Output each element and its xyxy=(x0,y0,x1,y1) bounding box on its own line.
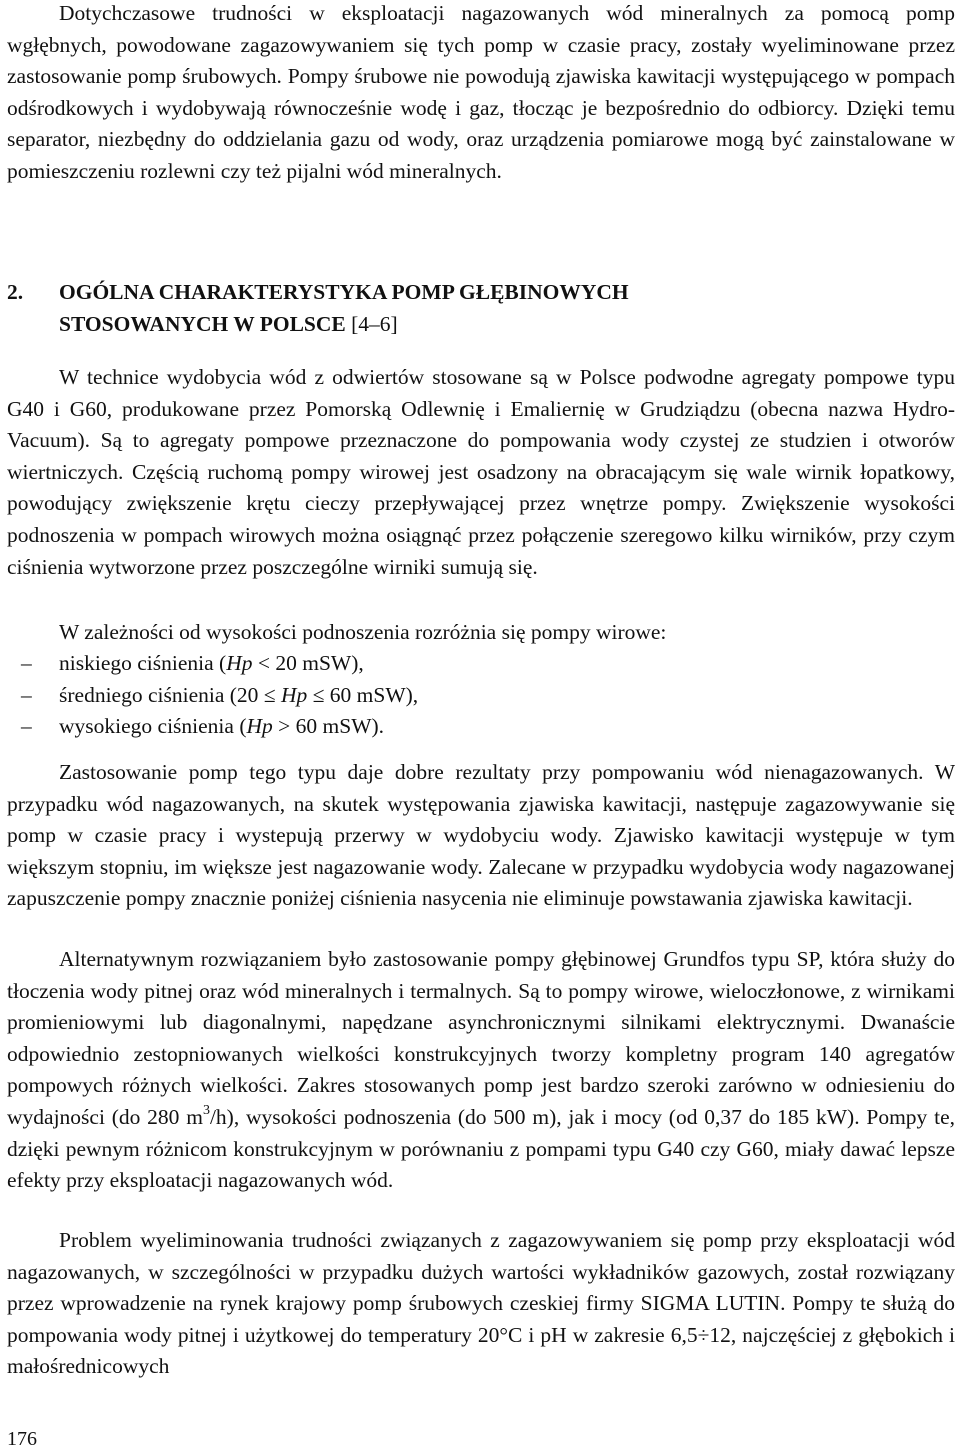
list-dash: – xyxy=(21,651,32,675)
paragraph-cavitation: Zastosowanie pomp tego typu daje dobre rezultaty przy pompowaniu wód nienagazowanych. W przypadku wód nagazowanych, na skutek występowania zjawiska kawitacji, następuje zagazowywanie się pomp w czasie pracy i wystepują przerwy w wydobyciu wody. Zjawisko kawitacji występuje w tym większym stopniu, im większe jest nagazowanie wody. Zalecane w przypadku wydobycia wody nagazowanej zapuszczenie pompy znacznie poniżej ciśnienia nasycenia nie eliminuje powstawania zjawiska kawitacji. xyxy=(7,760,955,911)
superscript: 3 xyxy=(202,1102,210,1118)
paragraph-classification: W zależności od wysokości podnoszenia rozróżnia się pompy wirowe: xyxy=(59,620,667,644)
paragraph-grundfos xyxy=(7,944,955,1197)
list-item xyxy=(7,711,955,743)
paragraph-g40-g60: W technice wydobycia wód z odwiertów stosowane są w Polsce podwodne agregaty pompowe typu G40 i G60, produkowane przez Pomorską Odlewnię i Emaliernię w Grudziądzu (obecna nazwa Hydro-Vacuum). Są to agregaty pompowe przeznaczone do pompowania wody czystej ze studzien i otworów wiertniczych. Częścią ruchomą pompy wirowej jest osadzony na obracającym się wale wirnik łopatkowy, powodujący zwiększenie krętu cieczy przepływającej przez wnętrze pompy. Zwiększenie wysokości podnoszenia w pompach wirowych można osiągnąć przez połączenie szeregowo kilku wirników, przy czym ciśnienia wytworzone przez poszczególne wirniki sumują się. xyxy=(7,365,955,579)
paragraph-intro: Dotychczasowe trudności w eksploatacji nagazowanych wód mineralnych za pomocą pomp wgłębnych, powodowane zagazowywaniem się tych pomp w czasie pracy, zostały wyeliminowane przez zastosowanie pomp śrubowych. Pompy śrubowe nie powodują zjawiska kawitacji występującego w pompach odśrodkowych i wydobywają równocześnie wodę i gaz, tłocząc je bezpośrednio do odbiorcy. Dzięki temu separator, niezbędny do oddzielania gazu od wody, oraz urządzenia pomiarowe mogą być zainstalowane w pomieszczeniu rozlewni czy też pijalni wód mineralnych. xyxy=(7,1,955,183)
list-dash: – xyxy=(21,682,32,707)
heading-line-2 xyxy=(7,308,955,340)
paragraph-text: /h), wysokości podnoszenia (do 500 m), jak i mocy (od 0,37 do 185 kW). Pompy te, dzięki pewnym różnicom konstrukcyjnym w porównaniu z pompami typu G40 czy G60, miały dawać lepsze efekty przy eksploatacji nagazowanych wód. xyxy=(7,1104,955,1193)
list-item-text: ≤ 60 mSW), xyxy=(307,682,419,707)
list-item-text: > 60 mSW). xyxy=(272,714,385,739)
list-item xyxy=(7,648,955,680)
paragraph-sigma-lutin: Problem wyeliminowania trudności związanych z zagazowywaniem się pomp przy eksploatacji wód nagazowanych, w szczególności w przypadku dużych wartości wykładników gazowych, został rozwiązany przez wprowadzenie na rynek krajowy pomp śrubowych czeskiej firmy SIGMA LUTIN. Pompy te służą do pompowania wody pitnej i użytkowej do temperatury 20°C i pH w zakresie 6,5÷12, najczęściej z głębokich i małośrednicowych xyxy=(7,1228,955,1379)
list-item-text: wysokiego ciśnienia ( xyxy=(59,714,247,739)
heading-reference: [4–6] xyxy=(351,312,398,336)
page-number: 176 xyxy=(7,1428,37,1450)
pressure-list xyxy=(7,648,955,743)
list-item-symbol: Hp xyxy=(280,682,308,707)
list-item-text: niskiego ciśnienia ( xyxy=(59,651,227,675)
list-dash: – xyxy=(21,714,32,739)
paragraph-text: Alternatywnym rozwiązaniem było zastosowanie pompy głębinowej Grundfos typu SP, która służy do tłoczenia wody pitnej oraz wód mineralnych i termalnych. Są to pompy wirowe, wieloczłonowe, z wirnikami promieniowymi lub diagonalnymi, napędzane asynchronicznymi silnikami elektrycznymi. Dwanaście odpowiednio zestopniowanych wielkości konstrukcyjnych tworzy kompletny program 140 agregatów pompowych różnych wielkości. Zakres stosowanych pomp jest bardzo szeroki zarówno w odniesieniu do wydajności (do 280 m xyxy=(7,947,955,1129)
heading-line-1 xyxy=(7,276,955,308)
list-item xyxy=(7,680,955,712)
list-item-text: < 20 mSW), xyxy=(252,651,364,675)
list-item-symbol: Hp xyxy=(226,651,253,675)
list-item-symbol: Hp xyxy=(246,714,273,739)
section-number: 2. xyxy=(7,280,24,304)
list-item-text: średniego ciśnienia (20 ≤ xyxy=(59,682,281,707)
heading-title-line1: OGÓLNA CHARAKTERYSTYKA POMP GŁĘBINOWYCH xyxy=(59,280,629,304)
heading-title-line2: STOSOWANYCH W POLSCE xyxy=(59,312,346,336)
section-heading xyxy=(7,276,955,340)
